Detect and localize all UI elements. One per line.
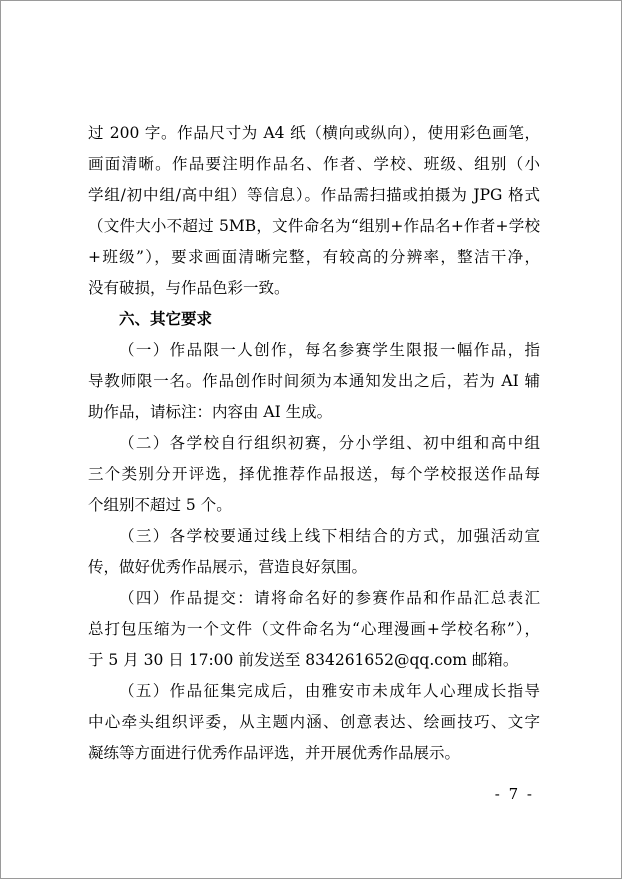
text-line: 过 200 字。作品尺寸为 A4 纸（横向或纵向），使用彩色画笔， bbox=[88, 124, 540, 142]
text-line: （一）作品限一人创作，每名参赛学生限报一幅作品，指 bbox=[119, 341, 540, 359]
paragraph-intro bbox=[88, 118, 540, 304]
item-3 bbox=[88, 521, 540, 583]
text-line: +班级”），要求画面清晰完整，有较高的分辨率，整洁干净， bbox=[88, 248, 540, 266]
text-line: 传，做好优秀作品展示，营造良好氛围。 bbox=[88, 558, 368, 576]
text-line: （三）各学校要通过线上线下相结合的方式，加强活动宣 bbox=[119, 527, 540, 545]
text-line: 于 5 月 30 日 17:00 前发送至 834261652@qq.com 邮箱。 bbox=[88, 651, 519, 669]
item-5 bbox=[88, 676, 540, 769]
text-line: （二）各学校自行组织初赛，分小学组、初中组和高中组 bbox=[119, 434, 540, 452]
text-line: 中心牵头组织评委，从主题内涵、创意表达、绘画技巧、文字 bbox=[88, 713, 540, 731]
text-line: 凝练等方面进行优秀作品评选，并开展优秀作品展示。 bbox=[88, 744, 461, 762]
text-line: （四）作品提交：请将命名好的参赛作品和作品汇总表汇 bbox=[119, 589, 540, 607]
text-line: （五）作品征集完成后，由雅安市未成年人心理成长指导 bbox=[119, 682, 540, 700]
text-line: 助作品，请标注：内容由 AI 生成。 bbox=[88, 403, 333, 421]
page-number: - 7 - bbox=[494, 785, 534, 803]
section-heading: 六、其它要求 bbox=[119, 310, 213, 328]
text-line: 三个类别分开评选，择优推荐作品报送，每个学校报送作品每 bbox=[88, 465, 540, 483]
text-line: 没有破损，与作品色彩一致。 bbox=[88, 279, 290, 297]
item-4 bbox=[88, 583, 540, 676]
text-line: 总打包压缩为一个文件（文件命名为“心理漫画+学校名称”）， bbox=[88, 620, 540, 638]
text-line: 导教师限一名。作品创作时间须为本通知发出之后，若为 AI 辅 bbox=[88, 372, 540, 390]
text-line: （文件大小不超过 5MB，文件命名为“组别+作品名+作者+学校 bbox=[88, 217, 540, 235]
text-line: 学组/初中组/高中组）等信息）。作品需扫描或拍摄为 JPG 格式 bbox=[88, 186, 540, 204]
item-1 bbox=[88, 335, 540, 428]
text-line: 画面清晰。作品要注明作品名、作者、学校、班级、组别（小 bbox=[88, 155, 540, 173]
item-2 bbox=[88, 428, 540, 521]
page-content bbox=[88, 118, 540, 769]
text-line: 个组别不超过 5 个。 bbox=[88, 496, 232, 514]
